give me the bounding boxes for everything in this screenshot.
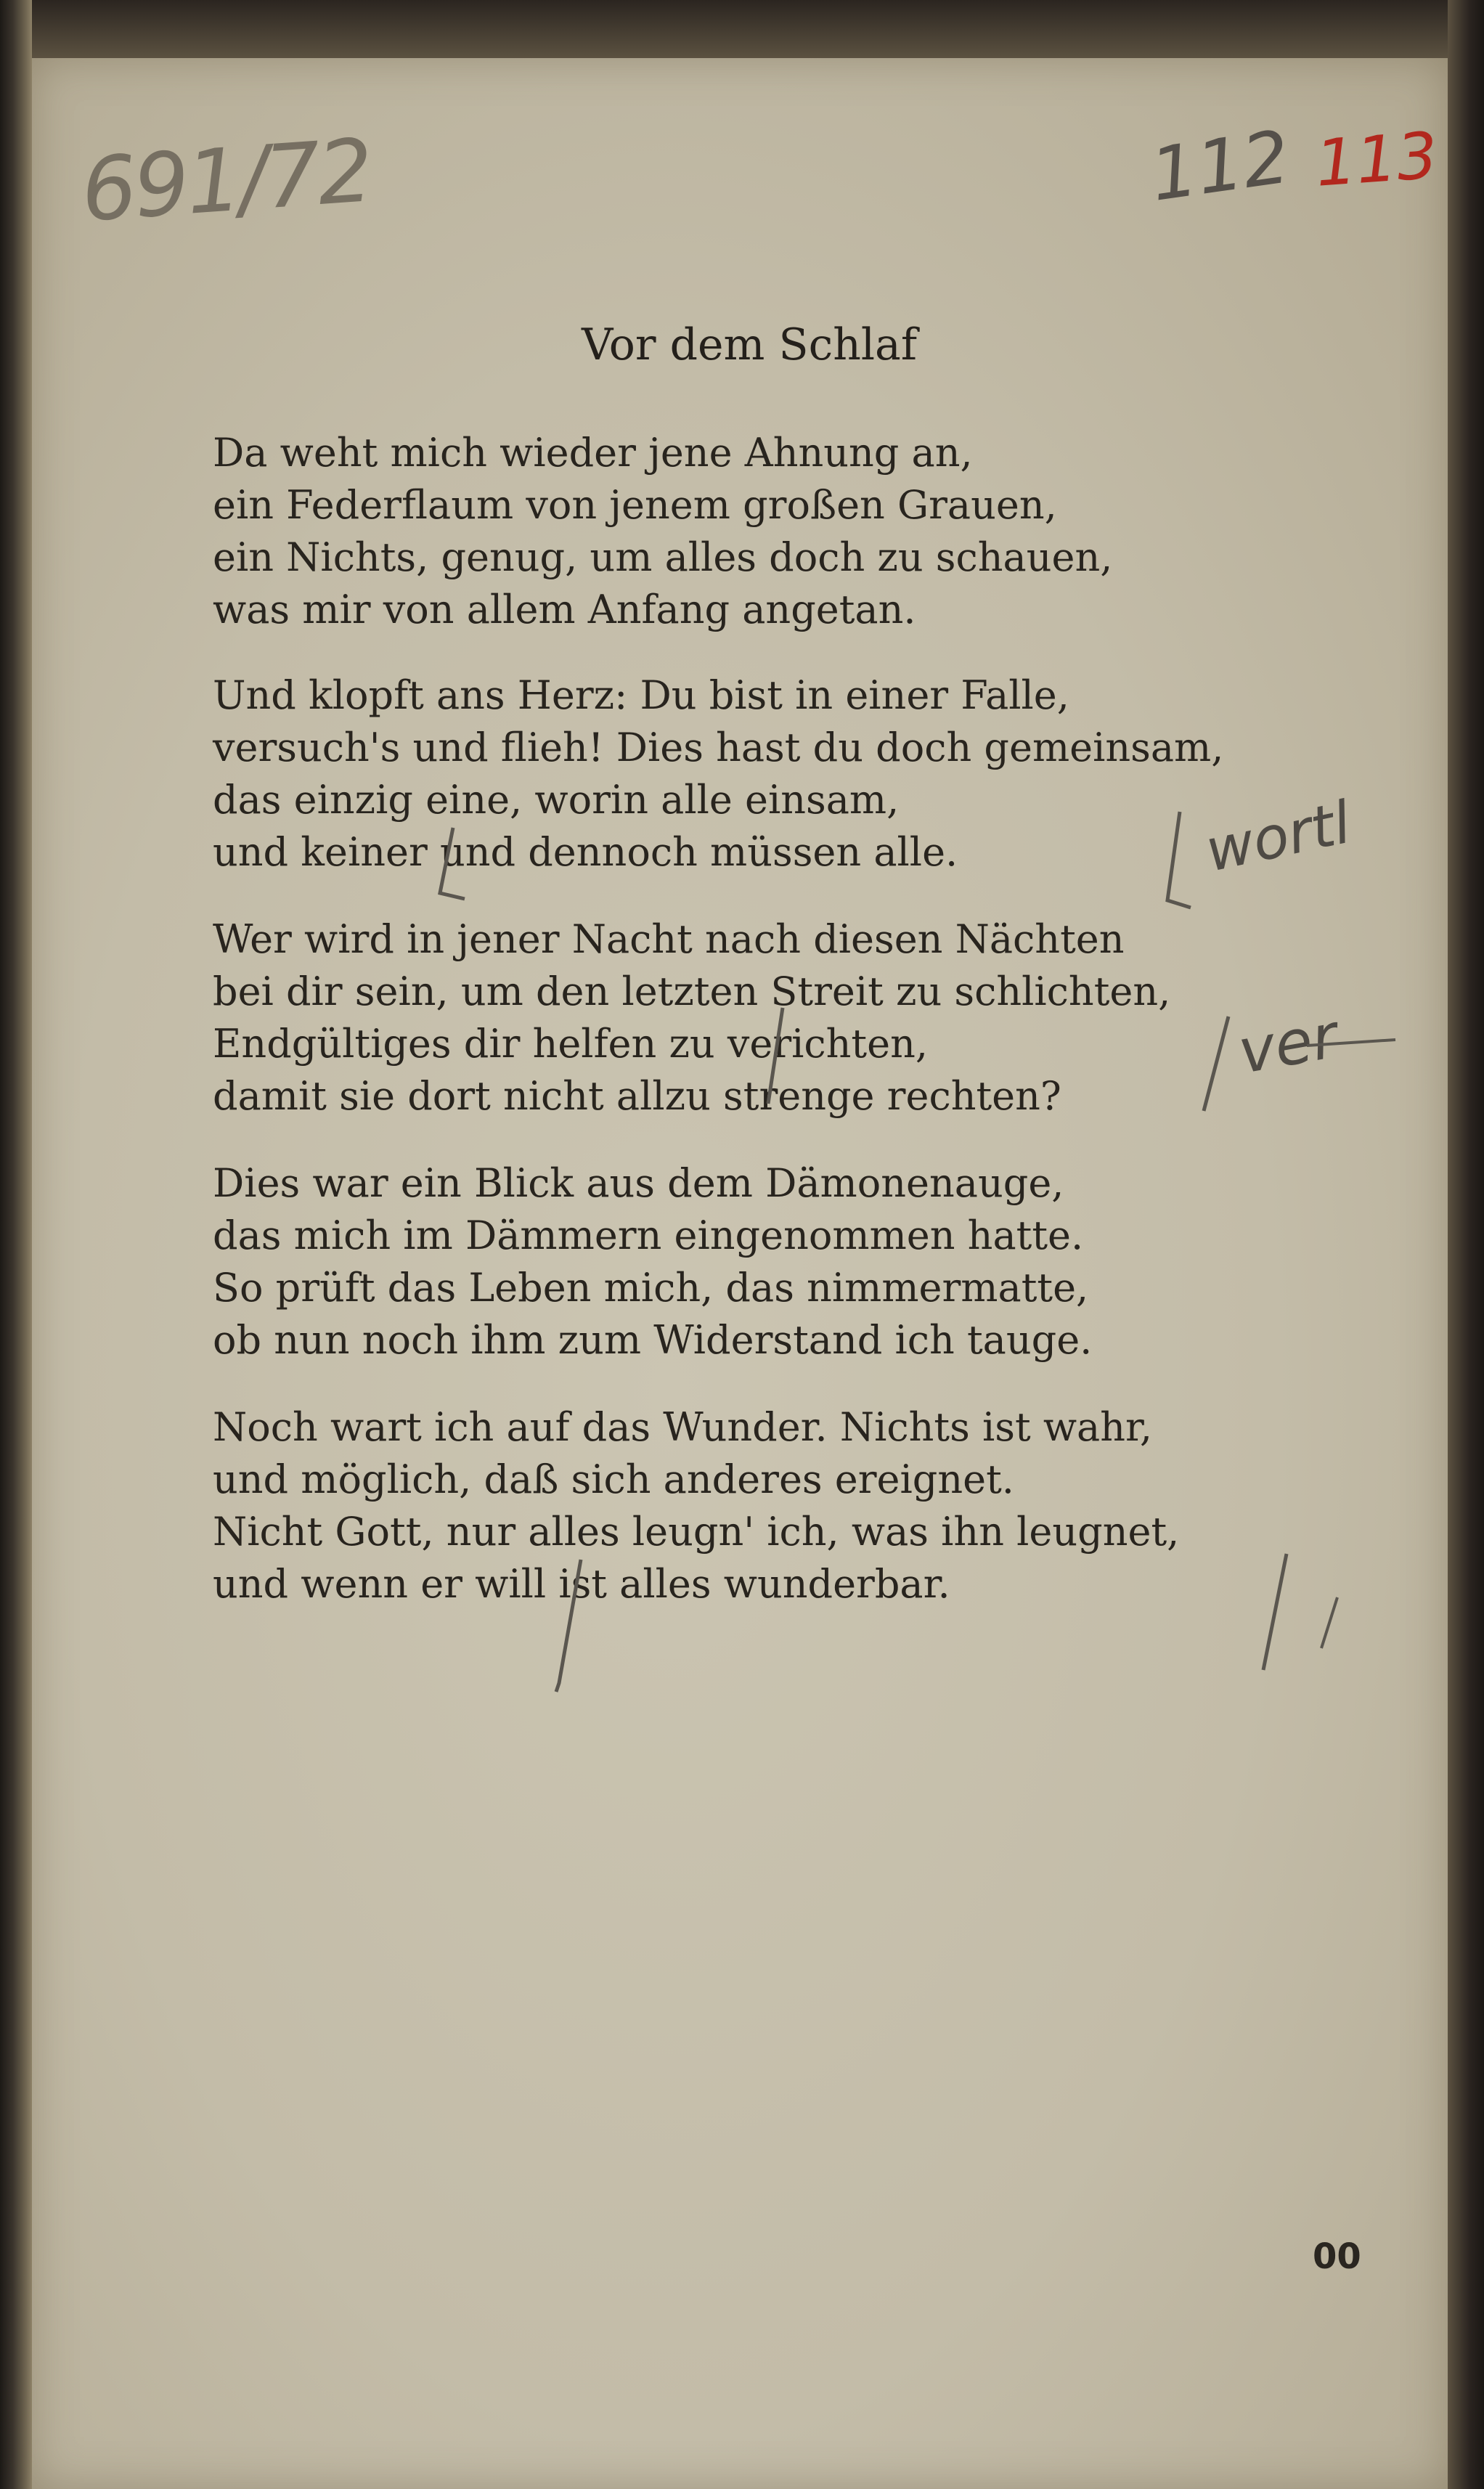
margin-note-2: ver <box>1233 1000 1343 1088</box>
verse-line: ein Nichts, genug, um alles doch zu schauen, <box>213 534 1113 580</box>
verse-line: und wenn er will ist alles wunderbar. <box>213 1561 950 1607</box>
book-spine <box>0 0 32 2489</box>
verse-line: Nicht Gott, nur alles leugn' ich, was ihn leugnet, <box>213 1509 1180 1555</box>
verse-line: So prüft das Leben mich, das nimmermatte, <box>213 1265 1089 1311</box>
verse-line: Und klopft ans Herz: Du bist in einer Falle, <box>213 672 1069 718</box>
verse-line: und möglich, daß sich anderes ereignet. <box>213 1457 1014 1502</box>
archive-number: 691/72 <box>78 121 374 242</box>
page-top-edge <box>32 0 1455 58</box>
stanza-4 <box>213 1157 1092 1366</box>
margin-note-1: wortl <box>1199 788 1357 885</box>
stanza-1 <box>213 427 1112 636</box>
verse-line: bei dir sein, um den letzten Streit zu schlichten, <box>213 969 1171 1014</box>
verse-line: Endgültiges dir helfen zu verichten, <box>213 1021 929 1067</box>
signature-mark: 00 <box>1313 2236 1361 2277</box>
verse-line: das mich im Dämmern eingenommen hatte. <box>213 1213 1084 1258</box>
verse-line: Da weht mich wieder jene Ahnung an, <box>213 430 973 476</box>
stanza-2 <box>213 669 1223 879</box>
verse-line: das einzig eine, worin alle einsam, <box>213 777 900 823</box>
verse-line: was mir von allem Anfang angetan. <box>213 587 916 632</box>
verse-line: versuch's und flieh! Dies hast du doch gemeinsam, <box>213 725 1224 770</box>
verse-line: Noch wart ich auf das Wunder. Nichts ist wahr, <box>213 1404 1153 1450</box>
verse-line: und keiner und dennoch müssen alle. <box>213 829 958 875</box>
verse-line: Dies war ein Blick aus dem Dämonenauge, <box>213 1160 1064 1206</box>
poem-title: Vor dem Schlaf <box>581 319 918 370</box>
verse-line: ein Federflaum von jenem großen Grauen, <box>213 482 1057 528</box>
stanza-5 <box>213 1401 1179 1610</box>
page-right-edge <box>1448 0 1484 2489</box>
stanza-3 <box>213 913 1170 1123</box>
pencil-page-number: 112 <box>1145 114 1295 218</box>
verse-line: Wer wird in jener Nacht nach diesen Nächten <box>213 916 1125 962</box>
verse-line: damit sie dort nicht allzu strenge rechten? <box>213 1073 1061 1119</box>
red-page-number: 113 <box>1313 118 1440 201</box>
verse-line: ob nun noch ihm zum Widerstand ich tauge. <box>213 1317 1093 1363</box>
